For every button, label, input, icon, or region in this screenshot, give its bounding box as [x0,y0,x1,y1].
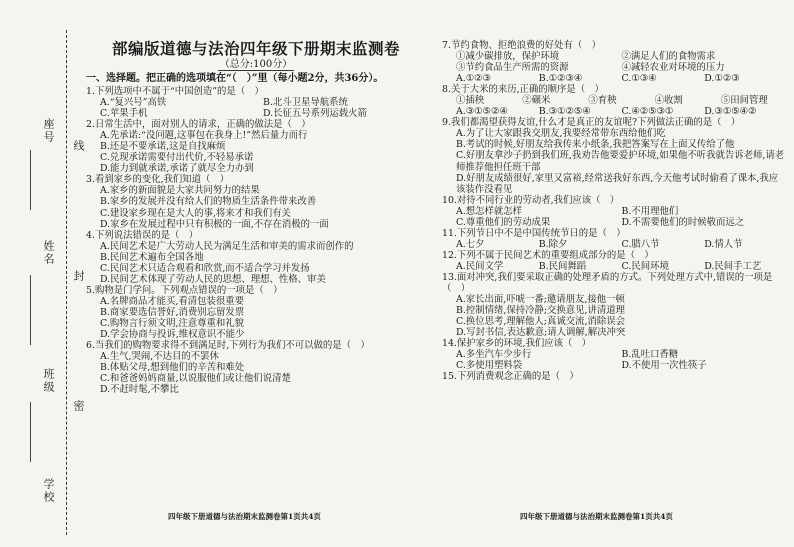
answer-option: ③育秧 [588,95,617,107]
answer-option: ④收割 [654,95,683,107]
question-stem: 6.当我们的购物要求得不到满足时,下列行为我们不可以做的是（ ） [86,340,370,352]
answer-option: ②满足人们的食物需求 [621,51,716,63]
question-stem: 1.下列选项中不属于“中国创造”的是（ ） [86,86,264,97]
answer-option: D.写封书信,表达歉意;请人调解,解决冲突 [456,327,626,339]
answer-option: B.商家要选信誉好,消费别忘留发票 [100,306,245,318]
margin-blank-seat [30,150,31,210]
answer-option: B.①②③④ [538,73,583,85]
question-stem: 9.我们都渴望获得友谊,什么才是真正的友谊呢?下列做法正确的是（ ） [442,117,741,129]
answer-option: B.不用理他们 [621,205,679,217]
answer-option: A.七夕 [456,238,485,250]
question-stem: 13.面对冲突,我们要采取正确的处理矛盾的方式。下列处理方式中,错误的一项是（ ） [442,271,773,295]
answer-option: B.除夕 [538,238,568,250]
total-score: （总分:100分） [219,59,293,70]
left-question-list [86,86,426,395]
answer-option: A.为了让大家跟我交朋友,我要经常带东西给他们吃 [456,128,666,140]
answer-option: A.多坐汽车少步行 [456,349,532,361]
question-stem: 11.下列节日中不是中国传统节日的是（ ） [442,227,626,239]
answer-option: A.③①⑤②④ [456,106,508,118]
margin-label-name: 姓名 [42,240,55,266]
page-title: 部编版道德与法治四年级下册期末监测卷 [111,39,400,58]
question-stem: 7.节约食物、拒绝浪费的好处有（ ） [442,40,601,51]
question-stem: 2.日常生活中，面对别人的请求，正确的做法是（ ） [86,119,311,131]
answer-option: ③节约食品生产所需的资源 [456,62,569,74]
right-column [442,40,787,382]
answer-option-row [442,217,787,228]
answer-option: D.家乡在发展过程中只有积极的一面,不存在消极的一面 [100,218,329,230]
answer-option-row [86,108,426,119]
answer-option-row [442,62,787,73]
answer-option: A.想怎样就怎样 [456,205,523,217]
margin-blank-name [30,275,31,345]
answer-option: ④减轻农业对环境的压力 [621,62,725,74]
answer-option: B.考试的时候,好朋友给我传来小纸条,我把答案写在上面又传给了他 [456,139,735,151]
answer-option: C.民间环境 [621,260,669,272]
answer-option: D.能力到就承诺,承诺了就尽全力办到 [100,163,254,175]
answer-option: C.换位思考,理解他人;真诚交流,消除误会 [456,316,625,328]
left-column [86,40,426,395]
answer-option: C.腊八节 [621,238,660,250]
binding-line [66,30,67,535]
answer-option: B.家乡的发展并没有给人们的物质生活条件带来改善 [100,196,317,208]
answer-option-row [442,261,787,272]
question-stem: 8.关于大米的来历,正确的顺序是（ ） [442,84,604,96]
question-stem: 10.对待不同行业的劳动者,我们应该（ ） [442,194,620,206]
question-stem: 3.看到家乡的变化,我们知道（ ） [86,174,230,186]
answer-option: ①减少碳排放，保护环境 [456,51,560,63]
answer-option: D.情人节 [704,238,743,250]
answer-option: C.①③④ [621,73,657,85]
answer-option: D.③①⑤④② [704,106,757,118]
answer-option: A.①②③ [456,73,491,85]
answer-option: C.兑现承诺需要付出代价,不轻易承诺 [100,152,254,164]
answer-option: D.不需要他们的时候敬而远之 [621,216,745,228]
margin-label-class: 班级 [42,368,55,394]
answer-option: D.①②③ [704,73,740,85]
answer-option: D.学会协商与投诉,维权意识不能少 [100,329,245,341]
answer-option: ①插秧 [456,95,485,107]
answer-option: D.不赶时髦,不攀比 [100,384,179,396]
answer-option: B.民间舞蹈 [538,260,587,272]
question-stem: 12.下列不属于民间艺术的重要组成部分的是（ ） [442,249,654,261]
answer-option: D.民间艺术体现了劳动人民的思想、理想、性格、审美 [100,273,326,285]
answer-option: ②碾米 [522,95,551,107]
answer-option-row [442,206,787,217]
answer-option-row [442,106,787,117]
answer-option: B.控制情绪,保持冷静;交换意见,讲清道理 [456,305,625,317]
answer-option: A.家乡的新面貌是大家共同努力的结果 [100,185,260,197]
section-heading: 一、选择题。把正确的选项填在“（ ）”里（每小题2分，共36分）。 [86,73,384,84]
answer-option: A.民间文学 [456,260,504,272]
question-stem: 5.购物是门学问。下列观点错误的一项是（ ） [86,284,283,296]
answer-option: A.民间艺术是广大劳动人民为满足生活和审美的需求而创作的 [100,240,354,252]
answer-option: D.长征五号系列运载火箭 [263,108,367,120]
answer-option: A.先承诺:“没问题,这事包在我身上!”然后量力而行 [100,130,308,142]
answer-option-row [442,349,787,360]
answer-option: C.多使用塑料袋 [456,360,523,372]
answer-option-row [442,73,787,84]
answer-option: C.好朋友拿沙子扔到我们班,我劝告他要爱护环境,如果他不听我就告诉老师,请老师推荐他担任班干部 [456,150,785,173]
answer-option: B.还是不要承诺,这是自找麻烦 [100,141,226,153]
answer-option: B.体贴父母,想到他们的辛苦和难处 [100,362,245,374]
answer-option: C.民间艺术只适合观看和欣赏,而不适合学习并发扬 [100,262,310,274]
answer-option: A.生气,哭闹,不达目的不罢休 [100,351,219,363]
answer-option: C.建设家乡现在是大人的事,将来才和我们有关 [100,207,291,219]
question-stem: 15.下列消费观念正确的是（ ） [442,371,579,383]
footer-right: 四年级下册道德与法治期末监测卷第1页共4页 [520,512,673,521]
answer-option: D.民间手工艺 [704,260,762,272]
question-stem: 14.保护家乡的环境,我们应该（ ） [442,338,592,350]
answer-option: C.④②⑤③① [621,106,674,118]
answer-option: C.苹果手机 [100,108,148,120]
question-stem: 4.下列说法错误的是（ ） [86,229,199,241]
margin-label-seat: 座号 [42,118,55,144]
answer-option: A.家长出面,吓唬一番;邀请朋友,接他一顿 [456,294,625,306]
answer-option-row [442,95,787,106]
right-question-list [442,40,787,382]
footer-left: 四年级下册道德与法治期末监测卷第1页共4页 [168,512,321,521]
answer-option: D.好朋友成绩很好,家里又富裕,经常送我好东西,今天他考试时偷看了课本,我应该装作没看见 [456,172,779,195]
answer-option: B.乱吐口香糖 [621,349,679,361]
answer-option-row [86,97,426,108]
answer-option: D.不使用一次性筷子 [621,360,707,372]
answer-option: C.尊重他们的劳动成果 [456,216,551,228]
seal-mark-line: 线 [72,140,85,151]
answer-option: C.和爸爸妈妈商量,以说服他们或让他们说清楚 [100,373,291,385]
answer-option-row [442,360,787,371]
answer-option: A.“复兴号”高铁 [100,97,167,109]
answer-option: B.北斗卫星导航系统 [263,97,348,109]
answer-option: B.③①②⑤④ [538,106,591,118]
seal-mark-seal: 封 [72,270,85,281]
answer-option: ⑤田间管理 [720,95,768,107]
margin-blank-class [30,402,31,462]
answer-option-row [442,51,787,62]
answer-option-row [442,239,787,250]
answer-option: B.民间艺术遍布全国各地 [100,251,204,263]
answer-option: A.名牌商品才能买,看清包装很重要 [100,295,244,307]
seal-mark-secret: 密 [72,400,85,411]
answer-option: C.购物言行须文明,注意尊重和礼貌 [100,317,245,329]
margin-label-school: 学校 [42,478,55,504]
